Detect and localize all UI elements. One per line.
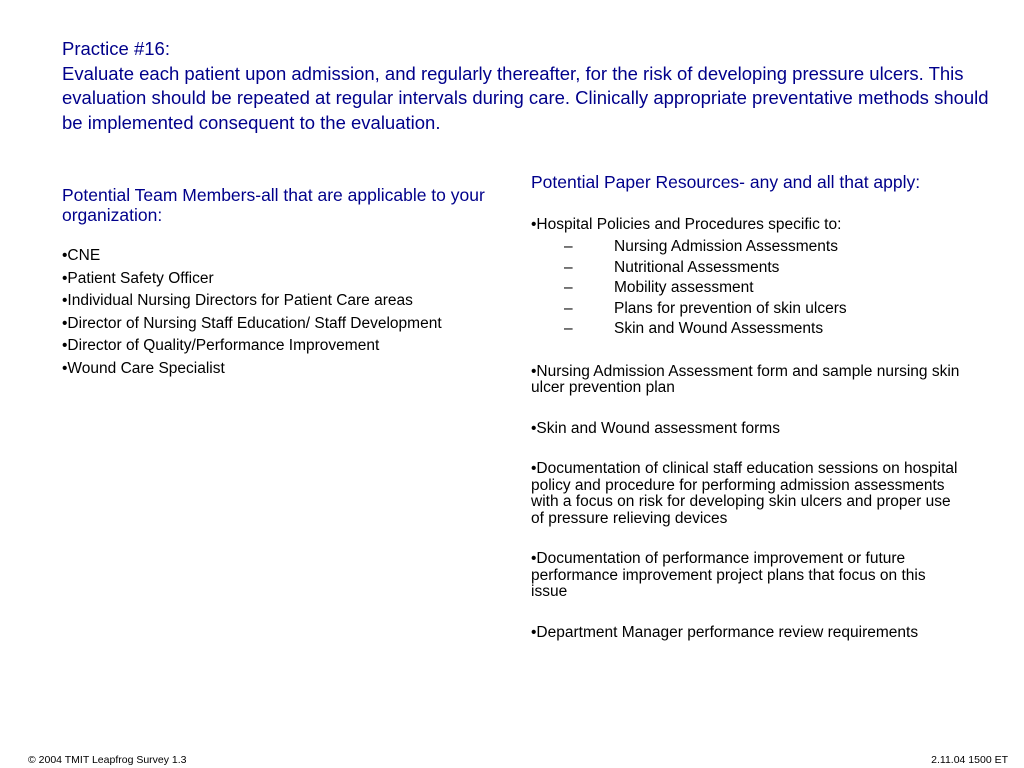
footer-date: 2.11.04 1500 ET bbox=[931, 754, 1008, 766]
policies-label: •Hospital Policies and Procedures specific to: bbox=[531, 215, 842, 233]
list-item: •CNE bbox=[62, 247, 101, 264]
practice-number: Practice #16: bbox=[62, 38, 170, 59]
dash-marker: – bbox=[564, 320, 573, 337]
sub-list-item: – Skin and Wound Assessments bbox=[531, 319, 1024, 340]
paper-resources-column bbox=[531, 173, 971, 665]
sub-list-item: – Mobility assessment bbox=[531, 278, 1024, 299]
sub-list-item: – Nursing Admission Assessments bbox=[531, 237, 1024, 258]
policies-sublist bbox=[531, 237, 961, 340]
dash-marker: – bbox=[564, 299, 573, 317]
dash-marker: – bbox=[564, 238, 573, 255]
list-item: •Skin and Wound assessment forms bbox=[531, 419, 780, 437]
list-item: •Documentation of performance improvement or future performance improvement project plans that focus on this issue bbox=[531, 550, 926, 600]
paper-resources-list bbox=[531, 217, 971, 642]
list-item: •Nursing Admission Assessment form and sample nursing skin ulcer prevention plan bbox=[531, 362, 960, 396]
list-item: •Documentation of clinical staff education sessions on hospital policy and procedure for performing admission assessments with a focus on risk for developing skin ulcers and proper use of pressure relieving devices bbox=[531, 460, 958, 527]
list-item: •Patient Safety Officer bbox=[62, 269, 214, 287]
list-item bbox=[531, 217, 961, 340]
footer-copyright: © 2004 TMIT Leapfrog Survey 1.3 bbox=[28, 754, 187, 766]
dash-marker: – bbox=[564, 258, 573, 276]
sub-list-item: – Nutritional Assessments bbox=[531, 258, 1024, 279]
paper-resources-heading: Potential Paper Resources- any and all that apply: bbox=[531, 172, 921, 192]
dash-marker: – bbox=[564, 279, 573, 296]
practice-description: Evaluate each patient upon admission, and regularly thereafter, for the risk of developing pressure ulcers. This evaluation should be repeated at regular intervals during care. Clinically appropriate preventative methods should be implemented consequent to the evaluation. bbox=[62, 62, 989, 133]
list-item: •Wound Care Specialist bbox=[62, 359, 225, 377]
team-members-heading: Potential Team Members-all that are applicable to your organization: bbox=[62, 185, 485, 225]
list-item: •Individual Nursing Directors for Patient Care areas bbox=[62, 292, 413, 309]
list-item: •Department Manager performance review requirements bbox=[531, 623, 919, 641]
team-members-column bbox=[62, 186, 502, 380]
sub-list-item: – Plans for prevention of skin ulcers bbox=[531, 299, 1024, 320]
list-item: •Director of Nursing Staff Education/ Staff Development bbox=[62, 314, 442, 332]
slide-title bbox=[62, 37, 992, 135]
team-members-list bbox=[62, 245, 502, 380]
list-item: •Director of Quality/Performance Improvement bbox=[62, 337, 380, 354]
